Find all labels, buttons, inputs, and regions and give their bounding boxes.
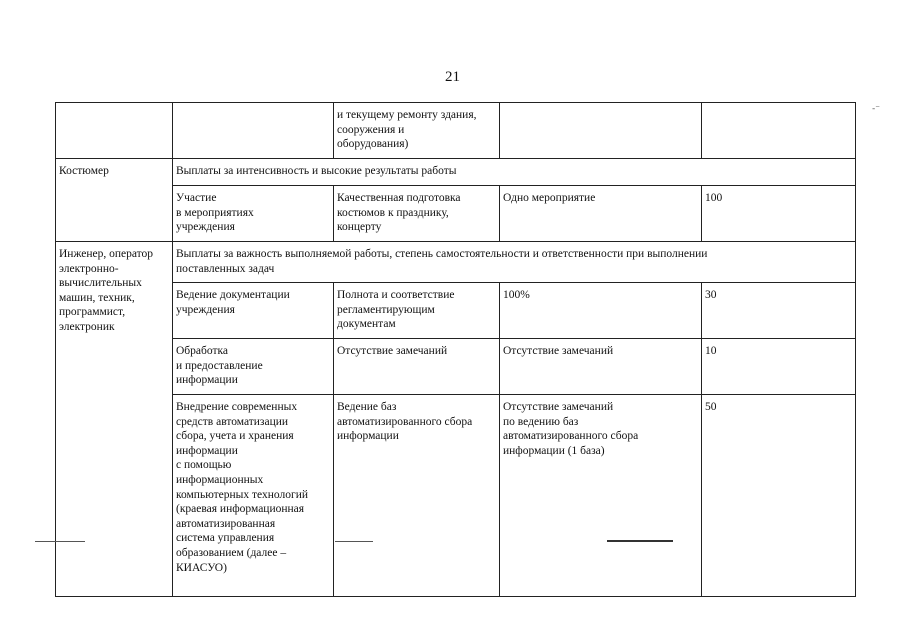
table-row: [56, 103, 856, 159]
table-cell: Качественная подготовка костюмов к празднику, концерту: [334, 186, 500, 242]
table-row: [56, 186, 856, 242]
section-header: Выплаты за интенсивность и высокие результаты работы: [173, 159, 856, 186]
table-cell: [173, 103, 334, 159]
table-cell: 50: [702, 395, 856, 597]
table-row: [56, 339, 856, 395]
table-cell: Отсутствие замечаний по ведению баз автоматизированного сбора информации (1 база): [500, 395, 702, 597]
table-cell: Одно мероприятие: [500, 186, 702, 242]
table-cell: Отсутствие замечаний: [334, 339, 500, 395]
table-cell: Внедрение современных средств автоматизации сбора, учета и хранения информации с помощью информационных компьютерных технологий (краевая информационная автоматизированная система управления образованием (далее – КИАСУО): [173, 395, 334, 597]
table-row: [56, 395, 856, 597]
scan-artifact-line: [35, 541, 85, 542]
table-cell: [56, 103, 173, 159]
table-row: [56, 159, 856, 186]
page-number: 21: [445, 69, 460, 85]
section-header: Выплаты за важность выполняемой работы, степень самостоятельности и ответственности при выполнении поставленных задач: [173, 242, 856, 283]
table-cell: Ведение документации учреждения: [173, 283, 334, 339]
criteria-table: [55, 102, 856, 597]
table-cell: Полнота и соответствие регламентирующим документам: [334, 283, 500, 339]
scan-artifact-mark: ‐⁻: [872, 104, 880, 114]
table-cell: Участие в мероприятиях учреждения: [173, 186, 334, 242]
table-cell: [500, 103, 702, 159]
table-cell: Ведение баз автоматизированного сбора информации: [334, 395, 500, 597]
scan-artifact-line: [335, 541, 373, 542]
table-row: [56, 283, 856, 339]
role-cell: Костюмер: [56, 159, 173, 242]
table-cell: [702, 103, 856, 159]
table-row: [56, 242, 856, 283]
table-cell: 100: [702, 186, 856, 242]
role-cell: Инженер, оператор электронно- вычислительных машин, техник, программист, электроник: [56, 242, 173, 597]
scan-artifact-line: [607, 540, 673, 542]
table-cell: 30: [702, 283, 856, 339]
table-cell: Отсутствие замечаний: [500, 339, 702, 395]
table-cell: Обработка и предоставление информации: [173, 339, 334, 395]
table-cell: 100%: [500, 283, 702, 339]
table-cell: и текущему ремонту здания, сооружения и оборудования): [334, 103, 500, 159]
table-cell: 10: [702, 339, 856, 395]
